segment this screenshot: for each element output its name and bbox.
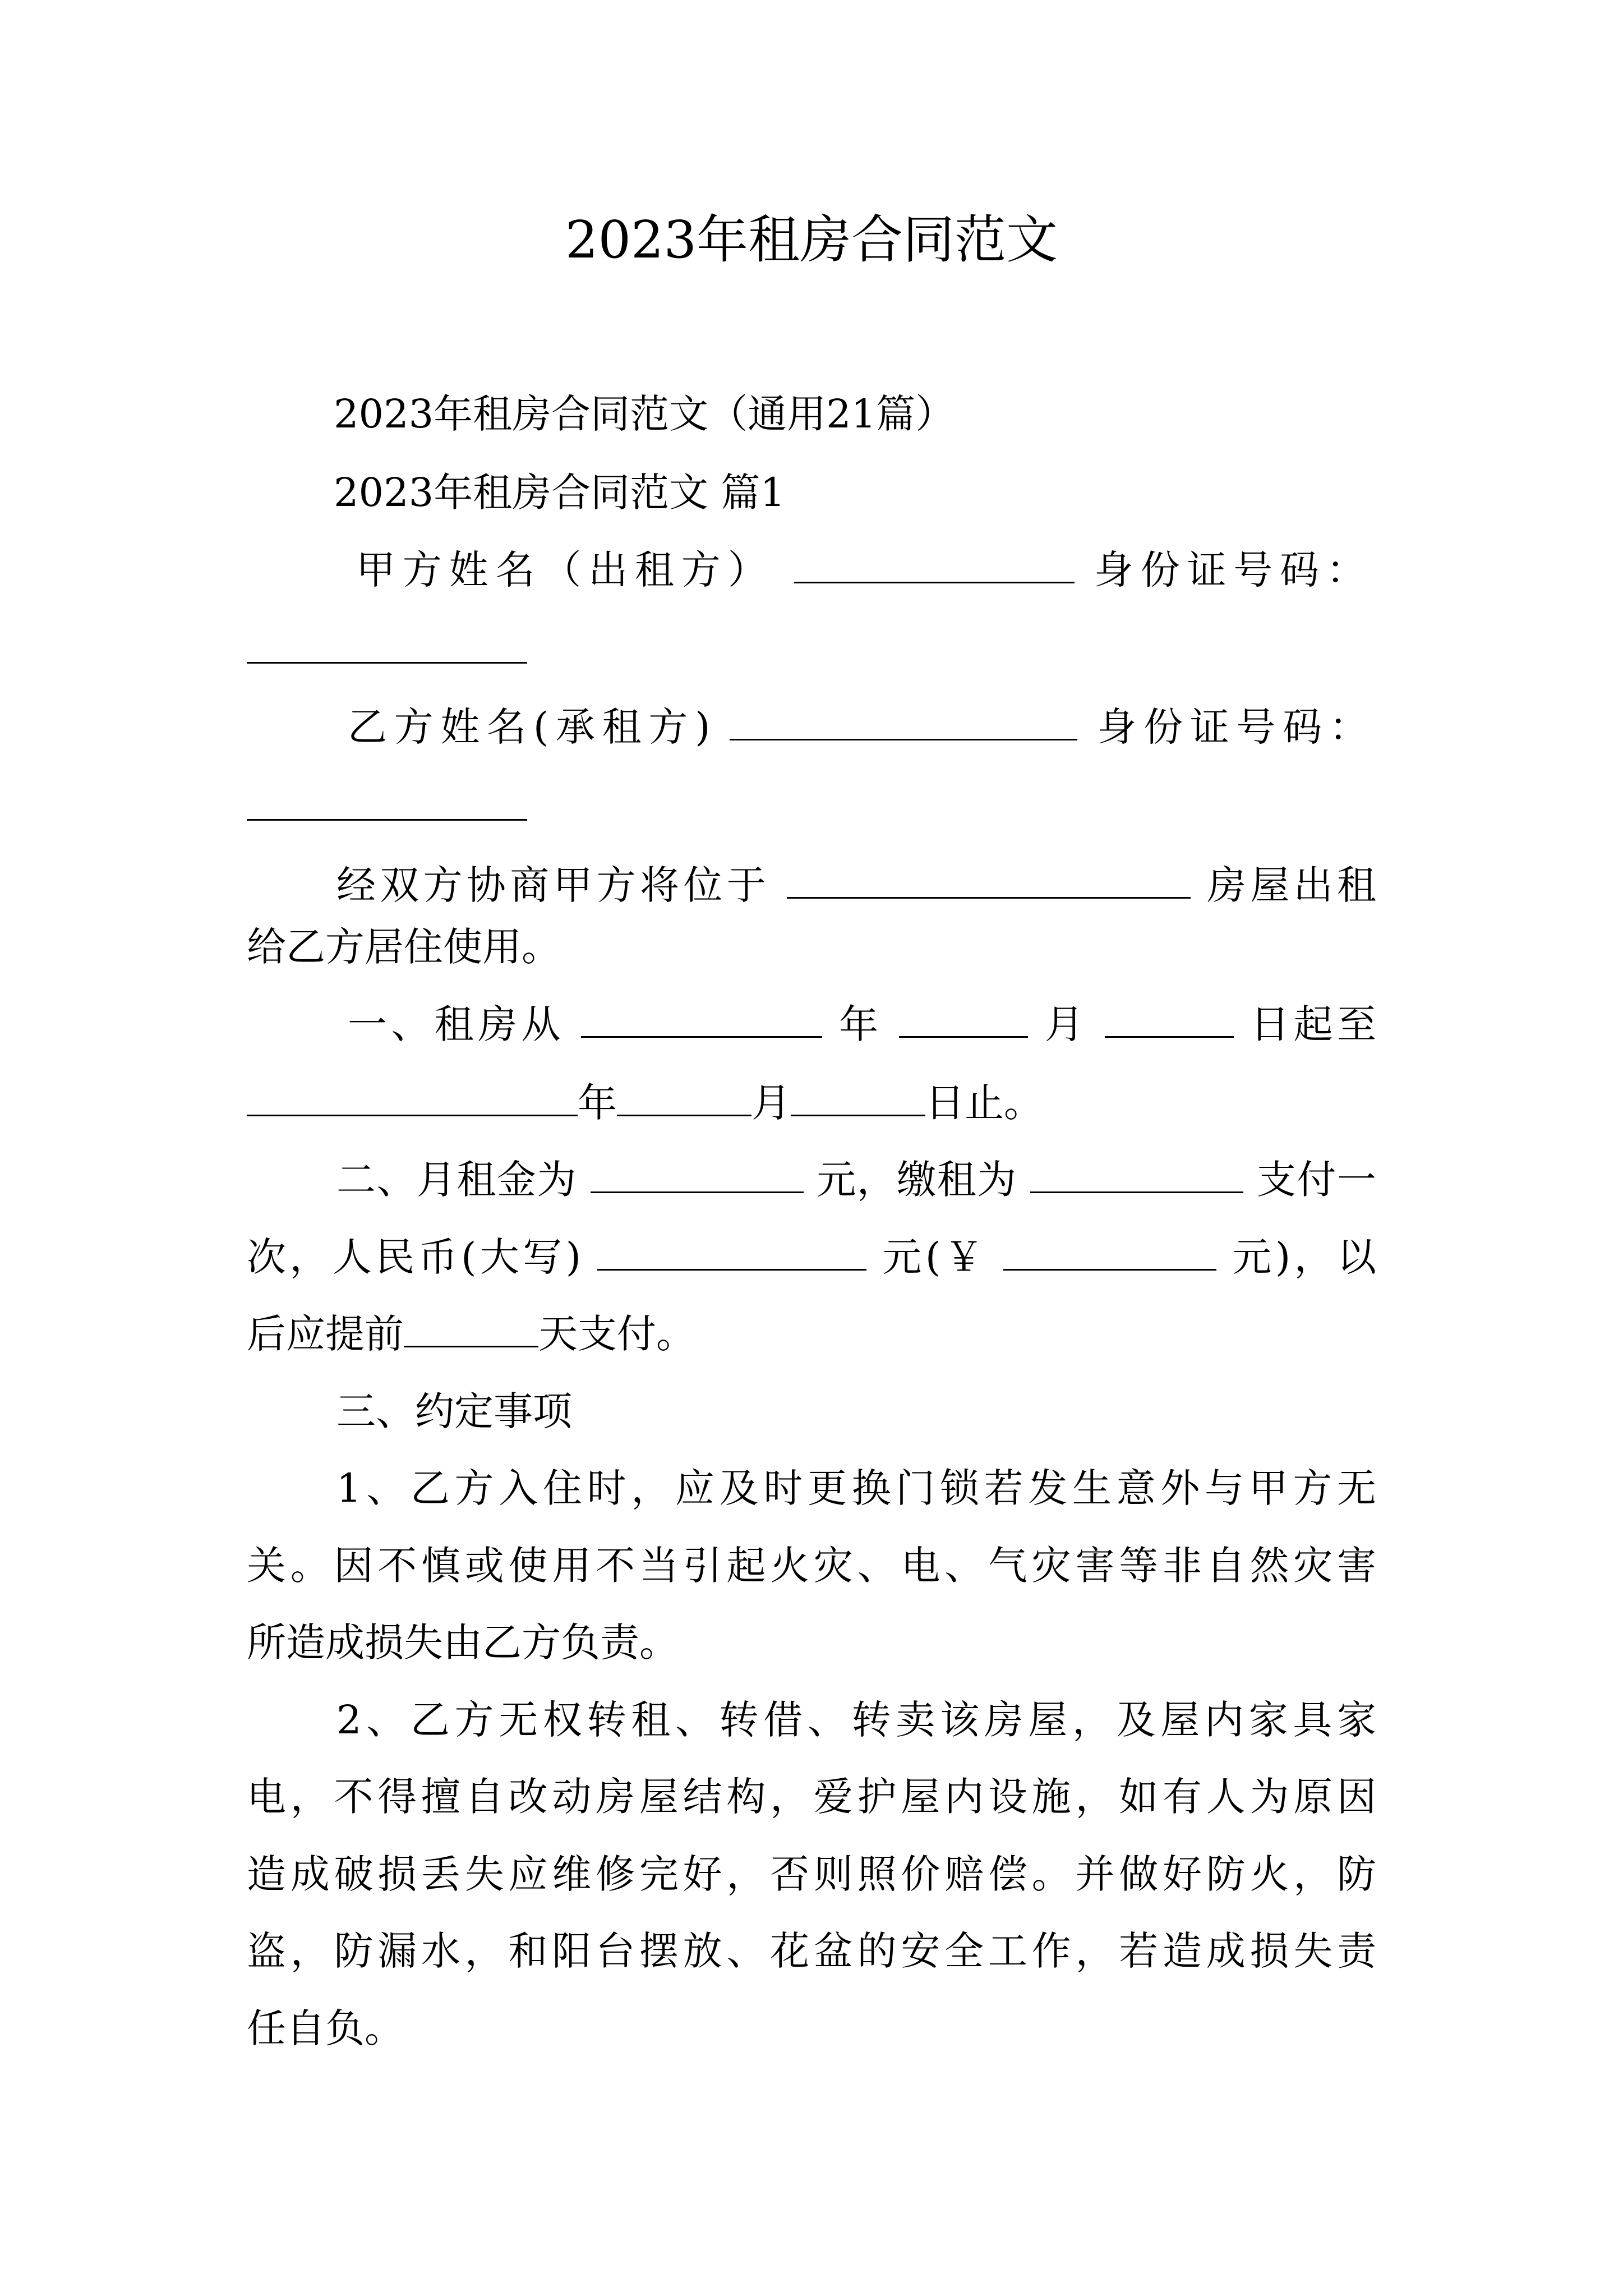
clause3-heading: 三、约定事项 [336,1388,572,1434]
clause2-line-1 [336,1153,1376,1207]
section-heading: 2023年租房合同范文 篇1 [334,470,785,516]
item2-line-1: 2、乙方无权转租、转借、转卖该房屋，及屋内家具家 [336,1697,1376,1743]
address-blank [787,863,1191,899]
monthly-rent-blank [591,1158,804,1193]
clause2-yuan: 元，缴租为 [817,1157,1017,1203]
party-a-name-blank [794,548,1075,583]
clause2-pay-once: 支付一 [1257,1157,1376,1203]
start-day-blank [1105,1002,1234,1038]
clause1-day-to: 日止。 [925,1080,1043,1126]
clause2-l3-lead: 后应提前 [247,1311,404,1357]
intro-line-1 [336,858,1376,912]
clause1-month: 月 [1044,1001,1089,1047]
party-a-id-label: 身份证号码： [1094,547,1366,593]
end-year-blank [247,1081,578,1116]
party-a-line [356,543,1366,597]
clause2-l3-end: 天支付。 [538,1311,695,1357]
item1-line-2: 关。因不慎或使用不当引起火灾、电、气灾害等非自然灾害 [247,1543,1376,1589]
clause2-l2-mid: 元(￥ [882,1234,988,1280]
clause2-l2-end: 元)，以 [1232,1234,1376,1280]
end-day-blank [791,1081,925,1116]
intro-suffix: 房屋出租 [1207,862,1377,908]
party-b-line [348,700,1368,754]
clause1-line-2 [247,1076,1376,1130]
clause1-end-month: 月 [751,1080,791,1126]
clause1-line-1 [348,997,1376,1051]
clause1-day-from: 日起至 [1250,1001,1377,1047]
item1-line-3: 所造成损失由乙方负责。 [247,1619,679,1665]
party-b-name-blank [730,705,1077,740]
item2-line-4: 盗，防漏水，和阳台摆放、花盆的安全工作，若造成损失责 [247,1928,1376,1974]
party-a-id-blank [247,662,527,664]
payment-period-blank [1030,1158,1243,1193]
item1-line-1: 1、乙方入住时，应及时更换门锁若发生意外与甲方无 [336,1465,1376,1511]
end-month-blank [617,1081,751,1116]
clause2-line-2 [247,1230,1376,1284]
item2-line-2: 电，不得擅自改动房屋结构，爱护屋内设施，如有人为原因 [247,1774,1376,1820]
advance-days-blank [404,1312,538,1347]
party-a-label: 甲方姓名（出租方） [356,547,774,593]
party-b-id-blank [247,819,527,821]
clause1-lead: 一、租房从 [348,1001,565,1047]
start-year-blank [581,1002,822,1038]
clause2-lead: 二、月租金为 [336,1157,577,1203]
item2-line-3: 造成破损丢失应维修完好，否则照价赔偿。并做好防火，防 [247,1851,1376,1897]
amount-words-blank [597,1235,866,1271]
party-b-id-label: 身份证号码： [1097,704,1368,750]
item2-line-5: 任自负。 [247,2005,404,2051]
intro-prefix: 经双方协商甲方将位于 [336,862,770,908]
intro-line-2: 给乙方居住使用。 [247,924,561,970]
clause1-year: 年 [839,1001,883,1047]
start-month-blank [899,1002,1028,1038]
clause1-end-year: 年 [578,1080,617,1126]
document-title: 2023年租房合同范文 [565,210,1058,270]
subtitle: 2023年租房合同范文（通用21篇） [334,391,955,437]
amount-figures-blank [1003,1235,1216,1271]
party-b-label: 乙方姓名(承租方) [348,704,711,750]
clause2-l2-lead: 次，人民币(大写) [247,1234,582,1280]
clause2-line-3 [247,1307,1376,1361]
